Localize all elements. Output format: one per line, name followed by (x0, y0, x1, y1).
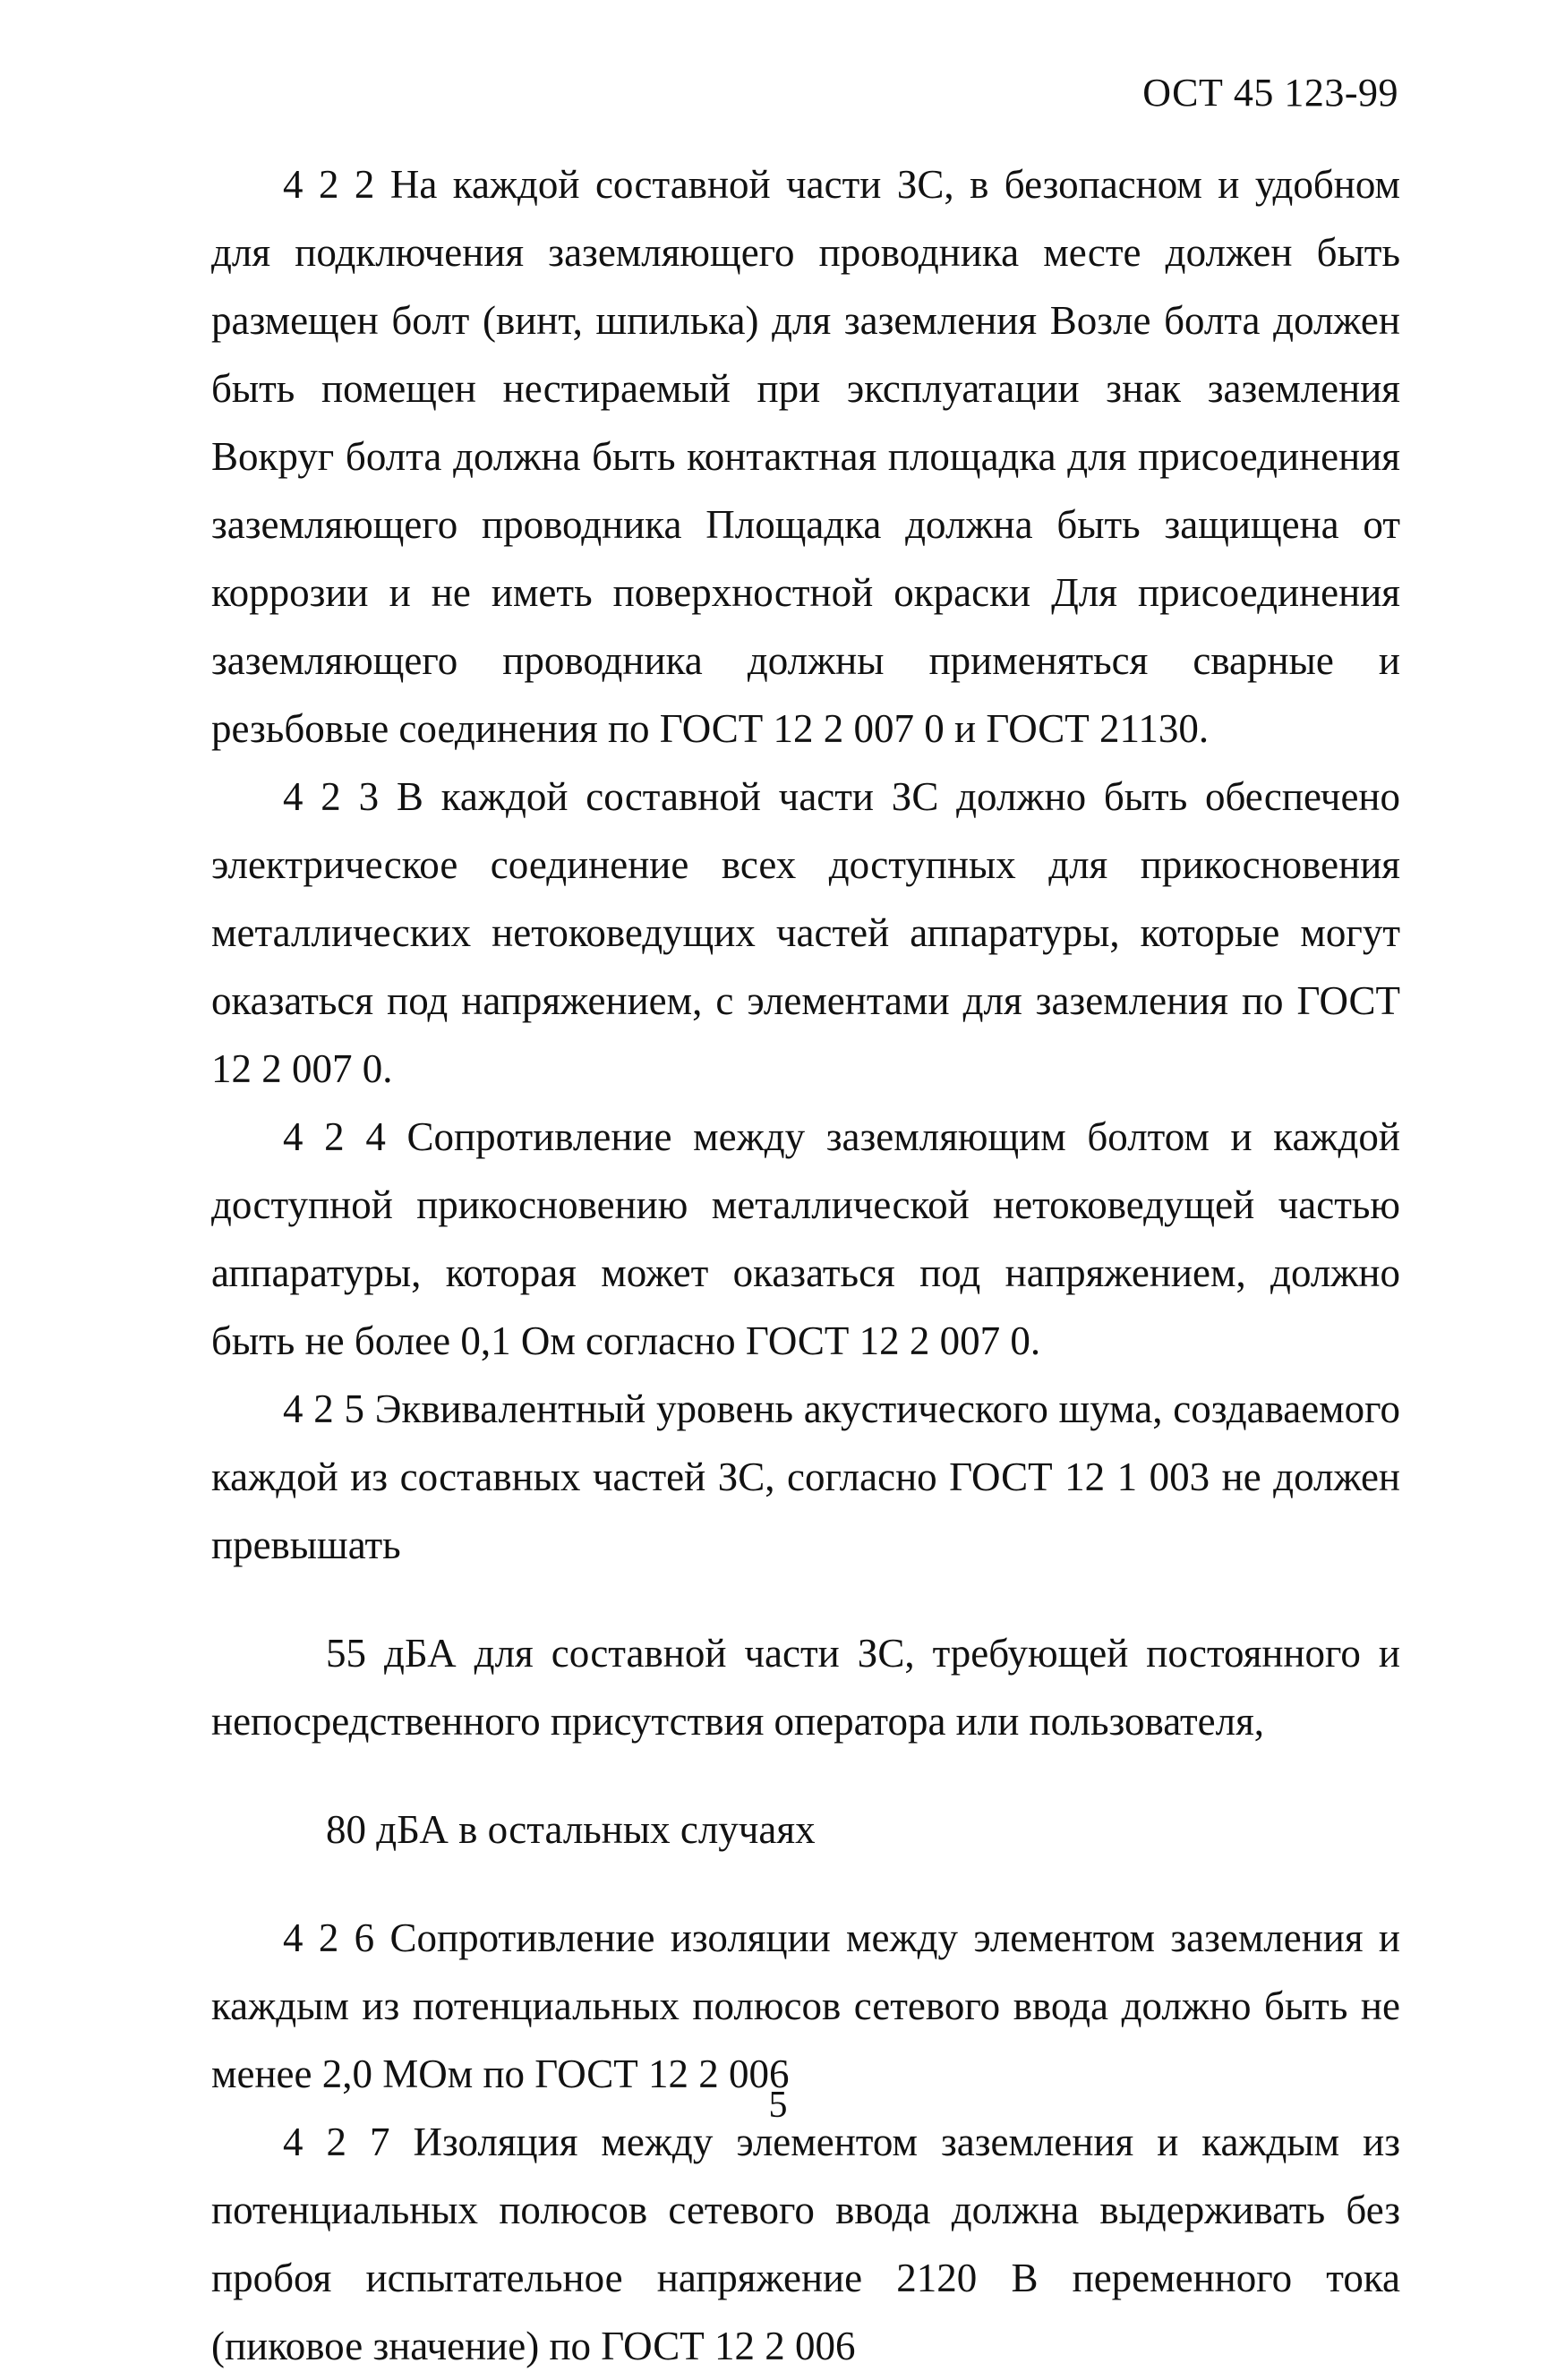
document-body (211, 150, 1400, 2380)
paragraph-4-2-3: 4 2 3 В каждой составной части ЗС должно быть обеспечено электрическое соединение всех доступных для прикосновения металлических нетоковедущих частей аппаратуры, которые могут оказаться под напряжением, с элементами для заземления по ГОСТ 12 2 007 0. (211, 774, 1400, 1091)
paragraph-4-2-4: 4 2 4 Сопротивление между заземляющим болтом и каждой доступной прикосновению металлической нетоковедущей частью аппаратуры, которая может оказаться под напряжением, должно быть не более 0,1 Ом согласно ГОСТ 12 2 007 0. (211, 1114, 1400, 1363)
paragraph-4-2-7: 4 2 7 Изоляция между элементом заземления и каждым из потенциальных полюсов сетевого ввода должна выдерживать без пробоя испытательное напряжение 2120 В переменного тока (пиковое значение) по ГОСТ 12 2 006 (211, 2120, 1400, 2368)
page-number: 5 (768, 2085, 788, 2126)
document-code: ОСТ 45 123-99 (1142, 71, 1398, 115)
paragraph-4-2-6: 4 2 6 Сопротивление изоляции между элементом заземления и каждым из потенциальных полюсов сетевого ввода должно быть не менее 2,0 МОм по ГОСТ 12 2 006 (211, 1915, 1400, 2096)
paragraph-4-2-2: 4 2 2 На каждой составной части ЗС, в безопасном и удобном для подключения заземляющего проводника месте должен быть размещен болт (винт, шпилька) для заземления Возле болта должен быть помещен нестираемый при эксплуатации знак заземления Вокруг болта должна быть контактная площадка для присоединения заземляющего проводника Площадка должна быть защищена от коррозии и не иметь поверхностной окраски Для присоединения заземляющего проводника должны применяться сварные и резьбовые соединения по ГОСТ 12 2 007 0 и ГОСТ 21130. (211, 162, 1400, 751)
paragraph-4-2-5-item-b: 80 дБА в остальных случаях (326, 1807, 816, 1852)
paragraph-4-2-5-item-a: 55 дБА для составной части ЗС, требующей постоянного и непосредственного присутствия оператора или пользователя, (211, 1631, 1400, 1744)
paragraph-4-2-5: 4 2 5 Эквивалентный уровень акустического шума, создаваемого каждой из составных частей ЗС, согласно ГОСТ 12 1 003 не должен превышать (211, 1386, 1400, 1567)
